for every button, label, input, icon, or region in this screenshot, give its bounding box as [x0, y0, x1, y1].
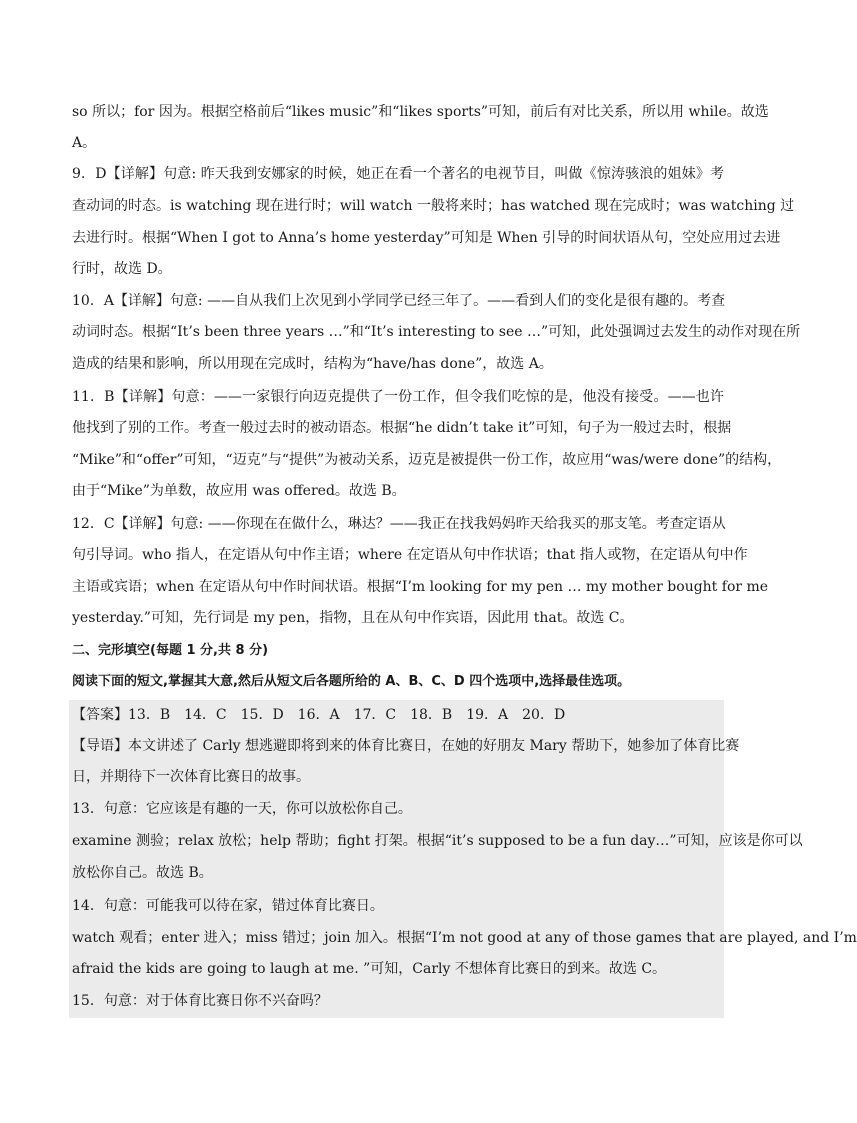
text-line: 11．B【详解】句意：——一家银行向迈克提供了一份工作，但令我们吃惊的是，他没有接受。——也许: [72, 389, 724, 405]
text-line: watch 观看；enter 进入；miss 错过；join 加入。根据“I’m not good at any of those games that are played, and I’m: [72, 930, 857, 946]
text-line: 句引导词。who 指人，在定语从句中作主语；where 在定语从句中作状语；that 指人或物，在定语从句中作: [72, 547, 748, 563]
answer-key-line: 【答案】13．B 14．C 15．D 16．A 17．C 18．B 19．A 20．D: [72, 707, 566, 723]
text-line: 主语或宾语；when 在定语从句中作时间状语。根据“I’m looking for my pen … my mother bought for me: [72, 579, 769, 595]
text-line: 去进行时。根据“When I got to Anna’s home yesterday”可知是 When 引导的时间状语从句，空处应用过去进: [72, 230, 781, 246]
text-line: 由于“Mike”为单数，故应用 was offered。故选 B。: [72, 483, 406, 499]
text-line: 动词时态。根据“It’s been three years …”和“It’s interesting to see …”可知，此处强调过去发生的动作对现在所: [72, 324, 801, 340]
text-line: 15．句意：对于体育比赛日你不兴奋吗？: [72, 993, 328, 1009]
text-line: 10．A【详解】句意: ——自从我们上次见到小学同学已经三年了。——看到人们的变化是很有趣的。考查: [72, 293, 726, 309]
text-line: 他找到了别的工作。考查一般过去时的被动语态。根据“he didn’t take it”可知，句子为一般过去时，根据: [72, 420, 732, 436]
text-line: 放松你自己。故选 B。: [72, 865, 213, 881]
text-line: yesterday.”可知，先行词是 my pen，指物，且在从句中作宾语，因此用 that。故选 C。: [72, 610, 634, 626]
section-heading: 二、完形填空(每题 1 分,共 8 分): [72, 643, 269, 658]
text-line: 14．句意：可能我可以待在家，错过体育比赛日。: [72, 898, 384, 914]
text-line: “Mike”和“offer”可知，“迈克”与“提供”为被动关系，迈克是被提供一份工作，故应用“was/were done”的结构，: [72, 452, 782, 468]
text-line: 13．句意：它应该是有趣的一天，你可以放松你自己。: [72, 801, 412, 817]
text-line: afraid the kids are going to laugh at me. ”可知，Carly 不想体育比赛日的到来。故选 C。: [72, 961, 667, 977]
text-line: 12．C【详解】句意: ——你现在在做什么，琳达？——我正在找我妈妈昨天给我买的那支笔。考查定语从: [72, 516, 726, 532]
text-line: so 所以；for 因为。根据空格前后“likes music”和“likes sports”可知，前后有对比关系，所以用 while。故选: [72, 104, 769, 120]
text-line: examine 测验；relax 放松；help 帮助；fight 打架。根据“it’s supposed to be a fun day…”可知，应该是你可以: [72, 833, 803, 849]
intro-line: 【导语】本文讲述了 Carly 想逃避即将到来的体育比赛日，在她的好朋友 Mary 帮助下，她参加了体育比赛: [72, 738, 740, 754]
section-instructions: 阅读下面的短文,掌握其大意,然后从短文后各题所给的 A、B、C、D 四个选项中,选择最佳选项。: [72, 674, 631, 689]
text-line: A。: [72, 135, 97, 151]
text-line: 行时，故选 D。: [72, 261, 172, 277]
text-line: 查动词的时态。is watching 现在进行时；will watch 一般将来时；has watched 现在完成时；was watching 过: [72, 198, 795, 214]
intro-line: 日，并期待下一次体育比赛日的故事。: [72, 769, 310, 785]
text-line: 造成的结果和影响，所以用现在完成时，结构为“have/has done”，故选 A。: [72, 356, 553, 372]
text-line: 9．D【详解】句意: 昨天我到安娜家的时候，她正在看一个著名的电视节目，叫做《惊涛骇浪的姐妹》考: [72, 166, 724, 182]
